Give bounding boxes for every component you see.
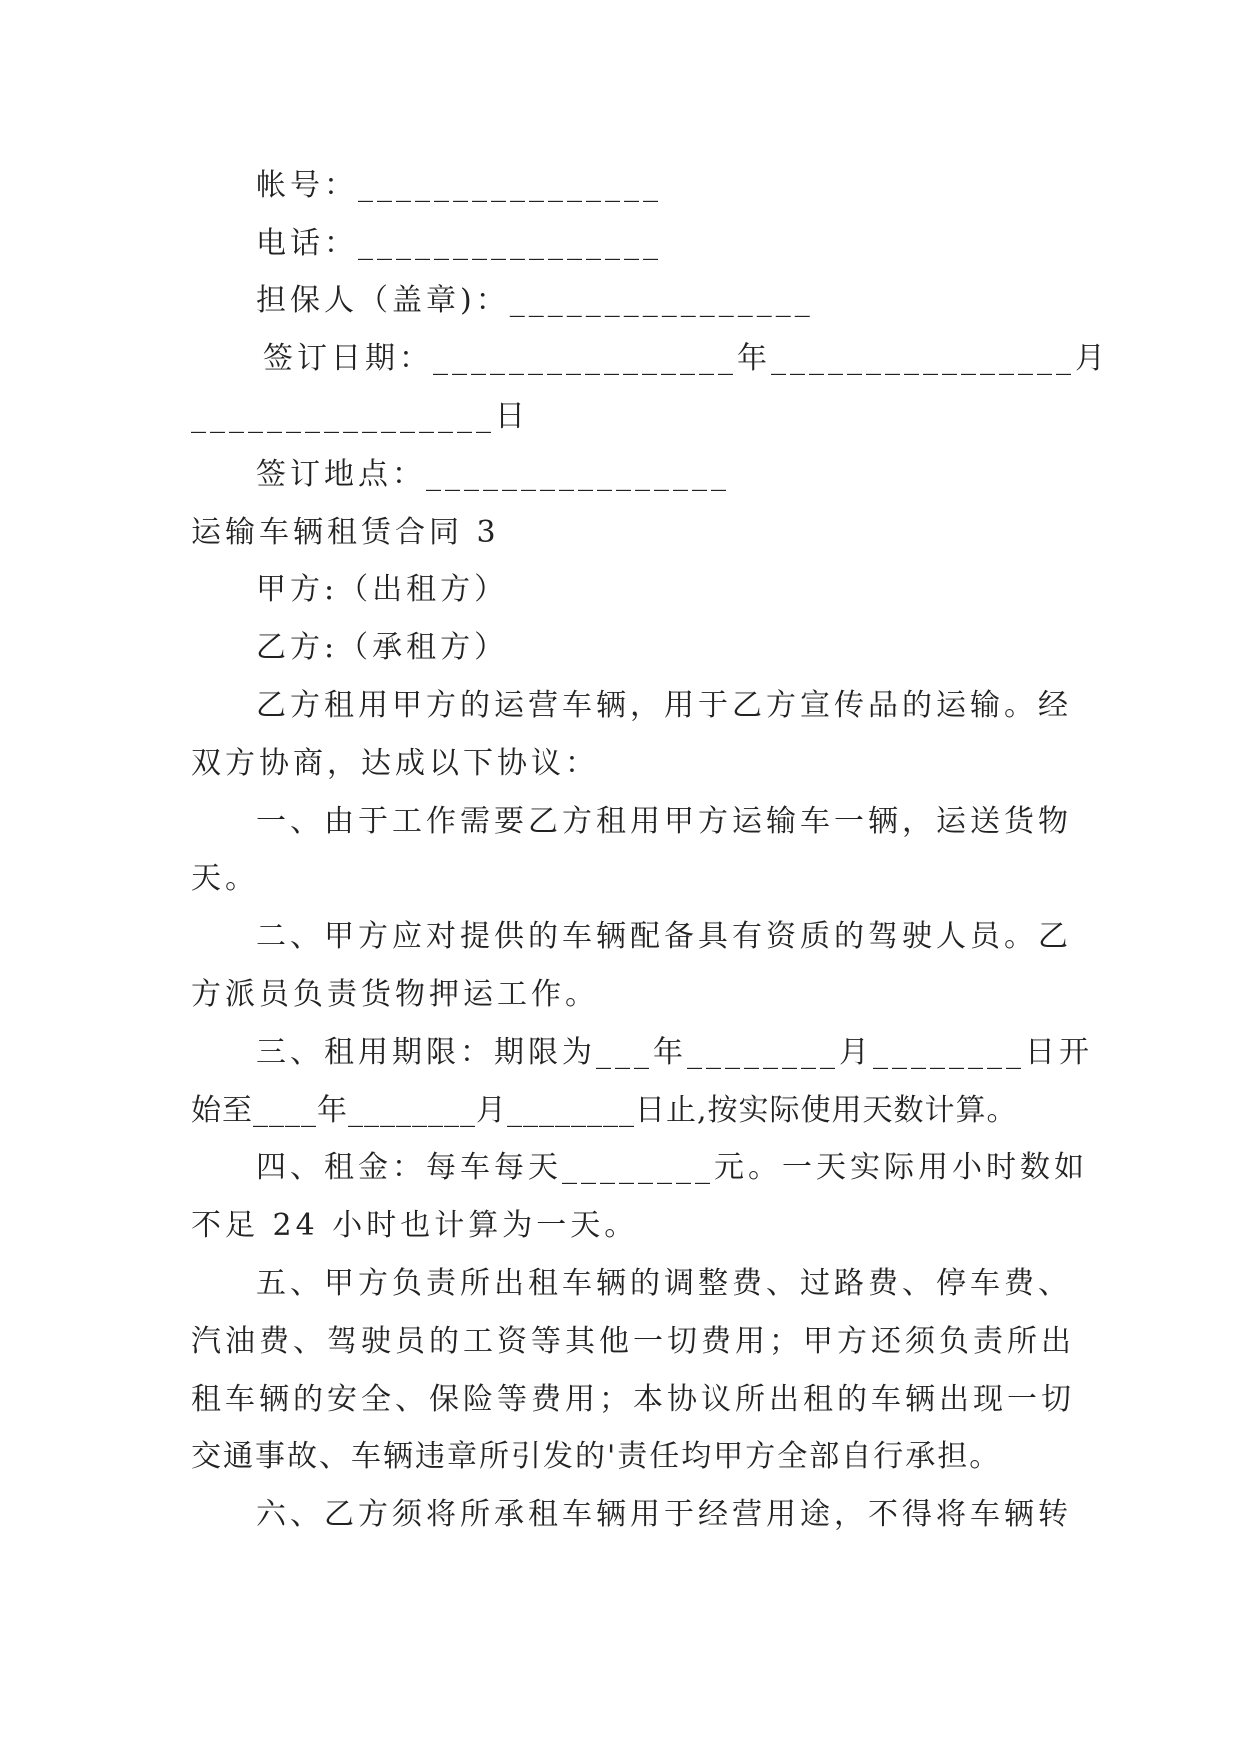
- clause-2-line: 二、甲方应对提供的车辆配备具有资质的驾驶人员。乙: [256, 919, 1072, 954]
- clause-4-line: 四、租金：每车每天________元。一天实际用小时数如: [256, 1150, 1088, 1185]
- clause-5-line: 交通事故、车辆违章所引发的'责任均甲方全部自行承担。: [191, 1439, 1002, 1474]
- paragraph-line: 乙方租用甲方的运营车辆，用于乙方宣传品的运输。经: [256, 688, 1072, 723]
- clause-5-line: 五、甲方负责所出租车辆的调整费、过路费、停车费、: [256, 1266, 1072, 1301]
- signing-date-day-line: ________________日: [191, 399, 529, 434]
- clause-2-line: 方派员负责货物押运工作。: [191, 977, 599, 1012]
- signing-place-line: 签订地点：________________: [256, 457, 730, 492]
- clause-5-line: 汽油费、驾驶员的工资等其他一切费用；甲方还须负责所出: [191, 1324, 1075, 1359]
- account-line: 帐号：________________: [256, 168, 662, 203]
- contract-title: 运输车辆租赁合同 3: [191, 515, 500, 550]
- clause-3-line: 三、租用期限：期限为___年________月________日开: [256, 1035, 1093, 1070]
- signing-date-line: 签订日期：________________年________________月: [263, 341, 1109, 376]
- phone-line: 电话：________________: [256, 226, 662, 261]
- clause-6-line: 六、乙方须将所承租车辆用于经营用途，不得将车辆转: [256, 1497, 1072, 1532]
- clause-4-line: 不足 24 小时也计算为一天。: [191, 1208, 639, 1243]
- paragraph-line: 双方协商，达成以下协议：: [191, 746, 599, 781]
- guarantor-line: 担保人（盖章)：________________: [256, 283, 814, 318]
- party-b-line: 乙方:（承租方）: [256, 630, 509, 665]
- clause-1-line: 一、由于工作需要乙方租用甲方运输车一辆，运送货物: [256, 804, 1072, 839]
- party-a-line: 甲方:（出租方）: [256, 572, 509, 607]
- clause-3-line: 始至____年________月________日止,按实际使用天数计算。: [191, 1093, 1018, 1128]
- clause-5-line: 租车辆的安全、保险等费用；本协议所出租的车辆出现一切: [191, 1382, 1075, 1417]
- clause-1-line: 天。: [191, 861, 259, 896]
